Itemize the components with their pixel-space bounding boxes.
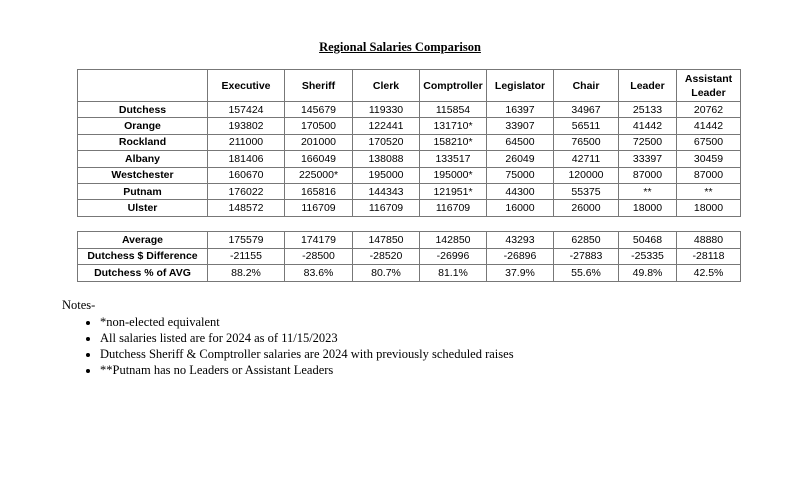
table-cell: 76500 — [554, 134, 619, 150]
note-item: • All salaries listed are for 2024 as of 11/15/2023 — [100, 330, 514, 346]
table-cell: 42711 — [554, 151, 619, 167]
table-cell: 16397 — [487, 102, 554, 118]
table-cell: -26996 — [420, 248, 487, 265]
table-cell: 55.6% — [554, 265, 619, 282]
row-label: Dutchess — [78, 102, 208, 118]
table-cell: 193802 — [208, 118, 285, 134]
table-cell: 195000 — [353, 167, 420, 183]
column-header: Clerk — [353, 70, 420, 102]
notes-list — [62, 314, 514, 378]
table-cell: 131710* — [420, 118, 487, 134]
table-cell: 211000 — [208, 134, 285, 150]
table-cell: -21155 — [208, 248, 285, 265]
column-header: Executive — [208, 70, 285, 102]
table-cell: ** — [677, 183, 741, 199]
table-cell: 18000 — [677, 200, 741, 216]
table-cell: 33397 — [619, 151, 677, 167]
table-cell: 33907 — [487, 118, 554, 134]
row-label: Average — [78, 232, 208, 249]
table-cell: 81.1% — [420, 265, 487, 282]
table-cell: 170500 — [285, 118, 353, 134]
table-cell: -27883 — [554, 248, 619, 265]
table-cell: 62850 — [554, 232, 619, 249]
row-label: Westchester — [78, 167, 208, 183]
table-cell: 41442 — [677, 118, 741, 134]
table-cell: 148572 — [208, 200, 285, 216]
table-cell: 119330 — [353, 102, 420, 118]
table-row — [78, 232, 741, 249]
table-cell: 144343 — [353, 183, 420, 199]
table-cell: 87000 — [677, 167, 741, 183]
table-cell: 87000 — [619, 167, 677, 183]
table-cell: 83.6% — [285, 265, 353, 282]
table-header-row — [78, 70, 741, 102]
table-cell: -26896 — [487, 248, 554, 265]
row-label: Orange — [78, 118, 208, 134]
note-item: • Dutchess Sheriff & Comptroller salaries are 2024 with previously scheduled raises — [100, 346, 514, 362]
table-cell: 174179 — [285, 232, 353, 249]
column-header: Assistant Leader — [677, 70, 741, 102]
table-cell: 147850 — [353, 232, 420, 249]
table-row — [78, 167, 741, 183]
table-cell: 166049 — [285, 151, 353, 167]
row-label: Putnam — [78, 183, 208, 199]
table-cell: 121951* — [420, 183, 487, 199]
table-cell: 16000 — [487, 200, 554, 216]
table-cell: 75000 — [487, 167, 554, 183]
table-cell: 201000 — [285, 134, 353, 150]
table-row — [78, 151, 741, 167]
column-header: Chair — [554, 70, 619, 102]
table-cell: 175579 — [208, 232, 285, 249]
column-header: Legislator — [487, 70, 554, 102]
table-row — [78, 265, 741, 282]
row-label: Ulster — [78, 200, 208, 216]
table-cell: 160670 — [208, 167, 285, 183]
table-cell: 158210* — [420, 134, 487, 150]
table-cell: 44300 — [487, 183, 554, 199]
table-cell: 30459 — [677, 151, 741, 167]
table-cell: 80.7% — [353, 265, 420, 282]
table-cell: 138088 — [353, 151, 420, 167]
row-label: Albany — [78, 151, 208, 167]
table-cell: 67500 — [677, 134, 741, 150]
table-cell: 42.5% — [677, 265, 741, 282]
table-cell: 49.8% — [619, 265, 677, 282]
table-row — [78, 248, 741, 265]
table-cell: 64500 — [487, 134, 554, 150]
row-label: Rockland — [78, 134, 208, 150]
note-item: • *non-elected equivalent — [100, 314, 514, 330]
table-cell: -28500 — [285, 248, 353, 265]
column-header: Sheriff — [285, 70, 353, 102]
table-cell: -28520 — [353, 248, 420, 265]
table-row — [78, 183, 741, 199]
table-cell: 116709 — [353, 200, 420, 216]
notes-section — [62, 298, 514, 378]
table-cell: 88.2% — [208, 265, 285, 282]
header-blank — [78, 70, 208, 102]
table-cell: ** — [619, 183, 677, 199]
table-row — [78, 200, 741, 216]
table-cell: 37.9% — [487, 265, 554, 282]
table-cell: 170520 — [353, 134, 420, 150]
table-cell: 26049 — [487, 151, 554, 167]
table-cell: 25133 — [619, 102, 677, 118]
table-row — [78, 118, 741, 134]
table-cell: 41442 — [619, 118, 677, 134]
table-cell: 20762 — [677, 102, 741, 118]
table-cell: 142850 — [420, 232, 487, 249]
table-cell: 225000* — [285, 167, 353, 183]
table-cell: 181406 — [208, 151, 285, 167]
table-cell: 34967 — [554, 102, 619, 118]
page-title: Regional Salaries Comparison — [319, 40, 481, 54]
table-cell: 176022 — [208, 183, 285, 199]
table-cell: -28118 — [677, 248, 741, 265]
table-cell: 50468 — [619, 232, 677, 249]
notes-heading: Notes- — [62, 298, 96, 312]
table-cell: 43293 — [487, 232, 554, 249]
table-cell: 116709 — [285, 200, 353, 216]
table-cell: 18000 — [619, 200, 677, 216]
table-cell: 115854 — [420, 102, 487, 118]
table-cell: 48880 — [677, 232, 741, 249]
table-cell: 157424 — [208, 102, 285, 118]
row-label: Dutchess % of AVG — [78, 265, 208, 282]
table-cell: 145679 — [285, 102, 353, 118]
table-cell: 122441 — [353, 118, 420, 134]
note-item: • **Putnam has no Leaders or Assistant Leaders — [100, 362, 514, 378]
table-cell: 72500 — [619, 134, 677, 150]
table-cell: 165816 — [285, 183, 353, 199]
row-label: Dutchess $ Difference — [78, 248, 208, 265]
table-cell: 195000* — [420, 167, 487, 183]
table-cell: 56511 — [554, 118, 619, 134]
table-cell: 116709 — [420, 200, 487, 216]
table-cell: 133517 — [420, 151, 487, 167]
table-row — [78, 134, 741, 150]
table-row — [78, 102, 741, 118]
summary-table — [77, 231, 741, 282]
table-cell: -25335 — [619, 248, 677, 265]
column-header: Comptroller — [420, 70, 487, 102]
column-header: Leader — [619, 70, 677, 102]
table-cell: 120000 — [554, 167, 619, 183]
salary-table — [77, 69, 741, 217]
table-cell: 26000 — [554, 200, 619, 216]
table-cell: 55375 — [554, 183, 619, 199]
